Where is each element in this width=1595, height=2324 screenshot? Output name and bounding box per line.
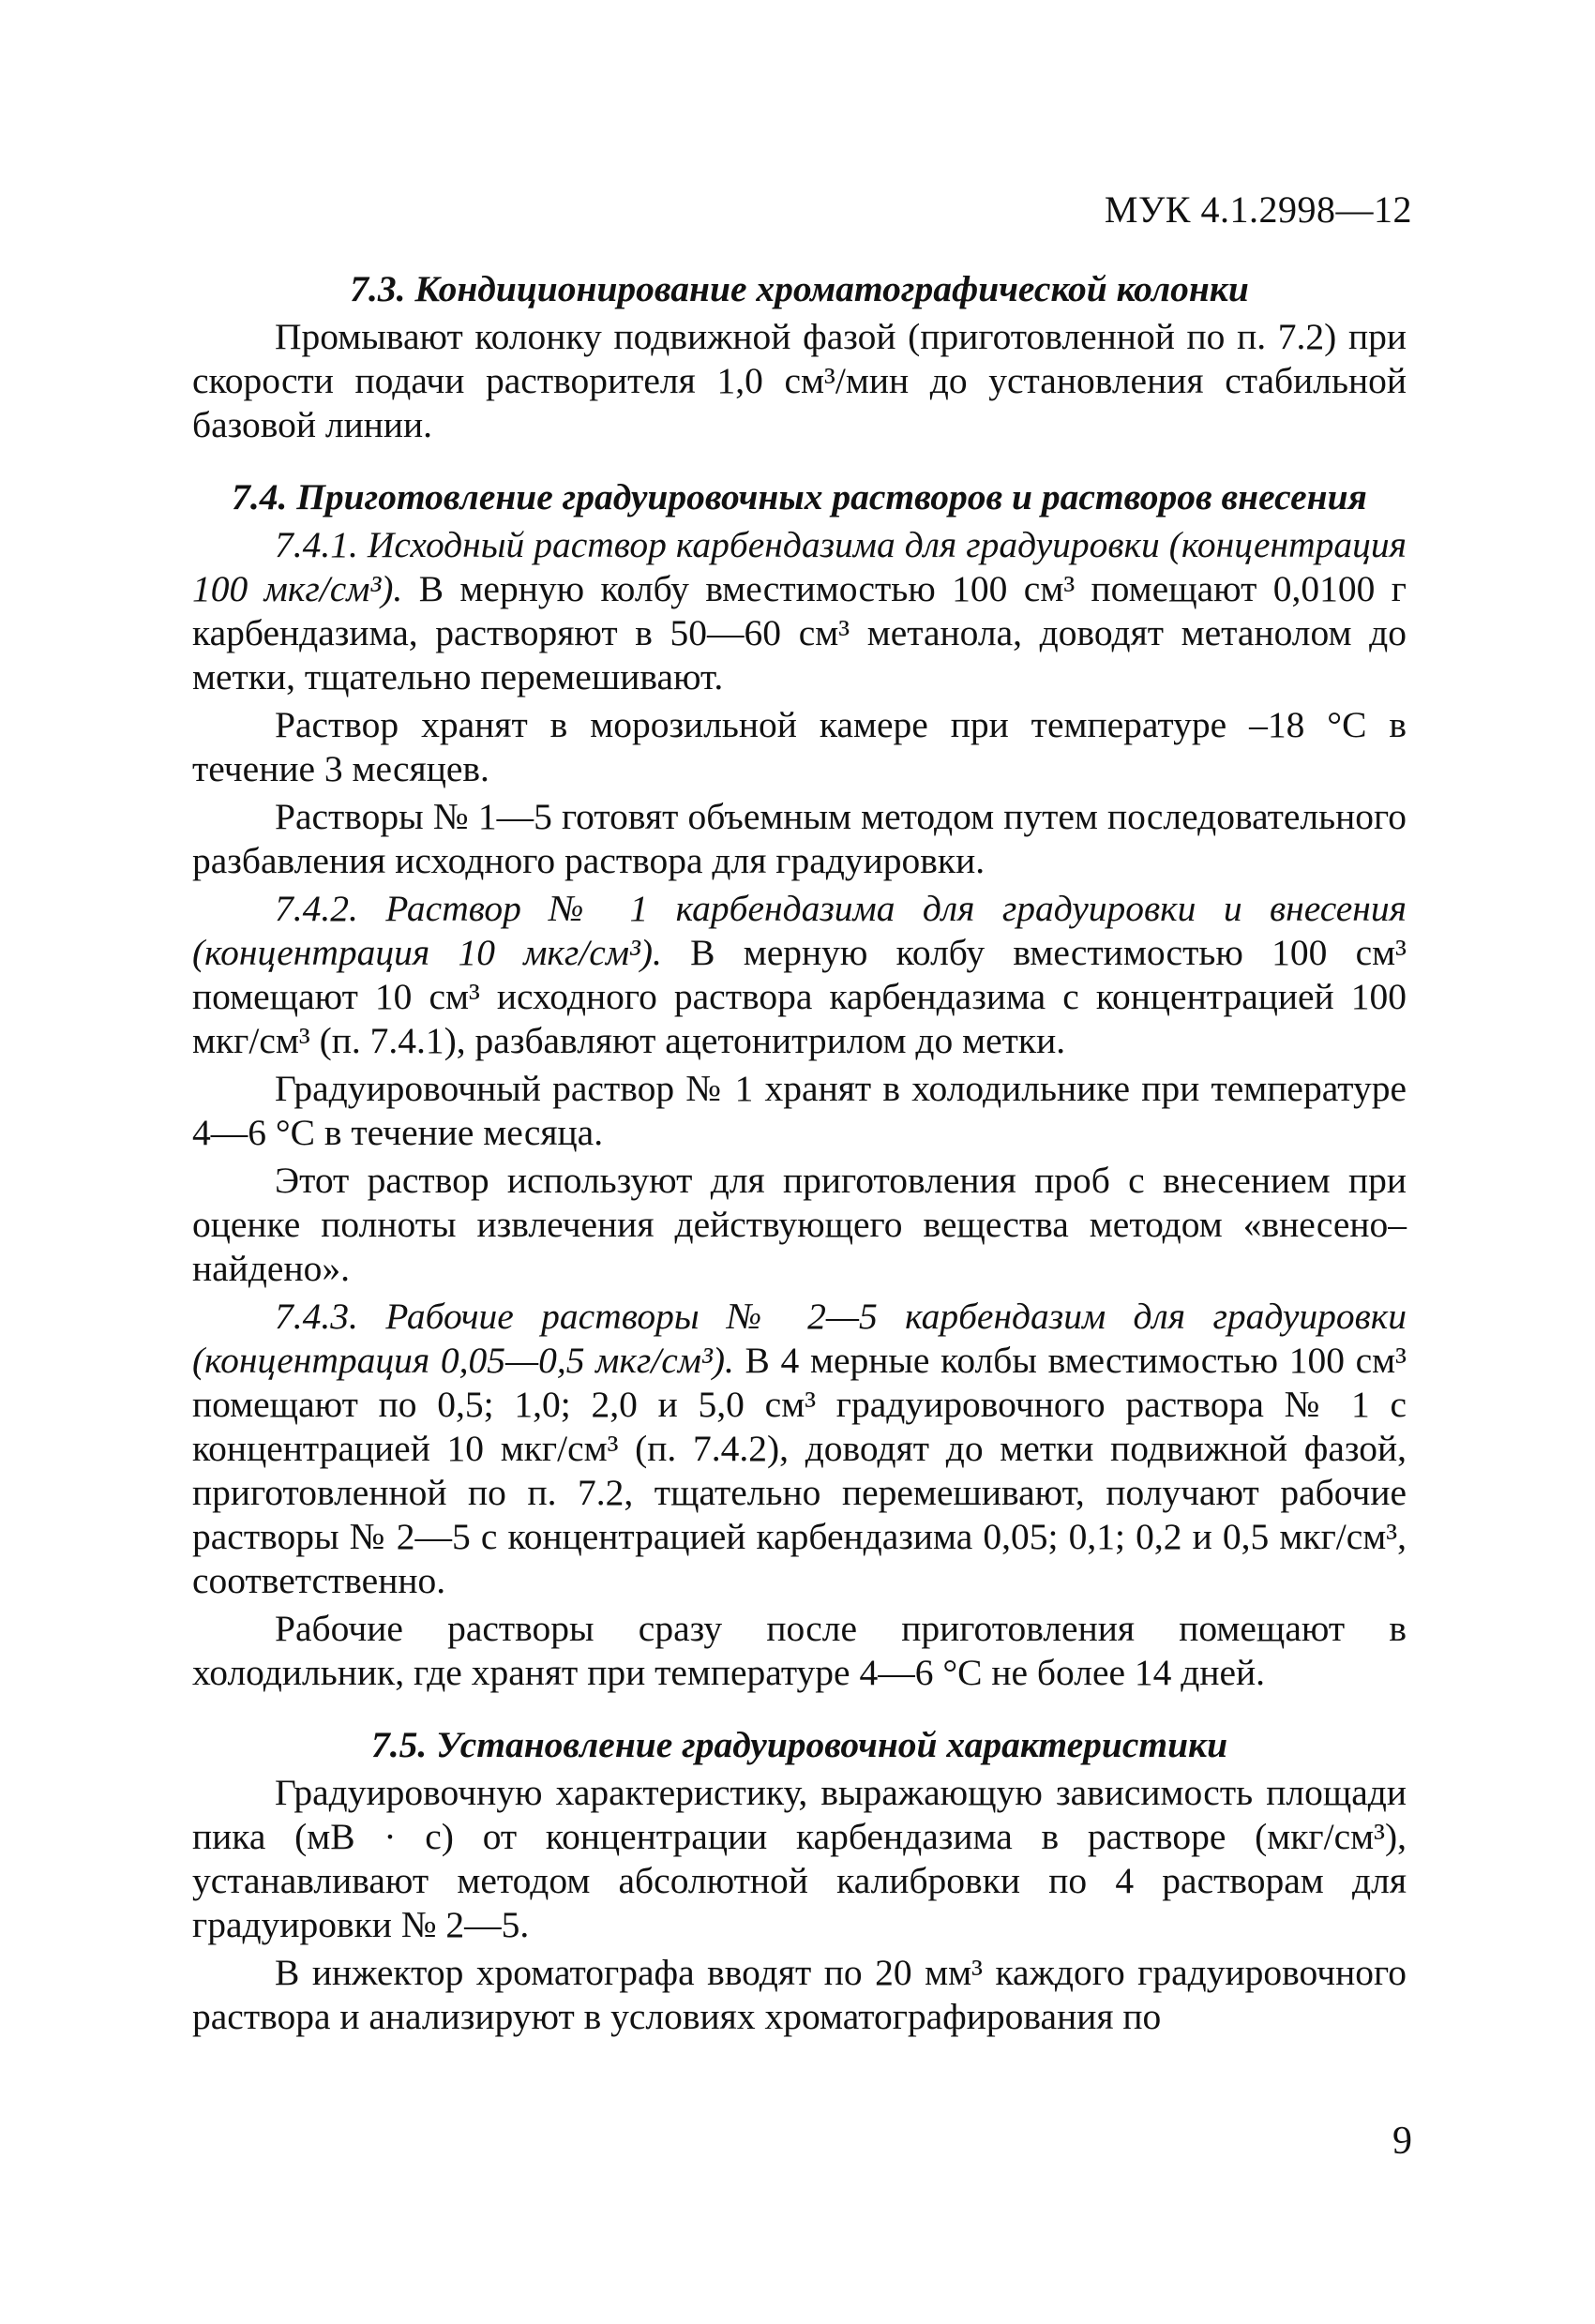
- paragraph-7-4-2-text: В мерную колбу вместимостью 100 см³ помещают 10 см³ исходного раствора карбендазима с концентрацией 100 мкг/см³ (п. 7.4.1), разбавляют ацетонитрилом до метки.: [192, 932, 1407, 1061]
- subsection-heading-7-4-2: 7.4.2. Раствор № 1 карбендазима для градуировки и внесения (концентрация 10 мкг/см³).: [192, 888, 1407, 973]
- paragraph-spike-use: Этот раствор используют для приготовления проб с внесением при оценке полноты извлечения действующего вещества методом «внесено–найдено».: [192, 1160, 1407, 1289]
- paragraph-column-flush: Промывают колонку подвижной фазой (приготовленной по п. 7.2) при скорости подачи растворителя 1,0 см³/мин до установления стабильной базовой линии.: [192, 316, 1407, 445]
- document-body: [192, 267, 1407, 2043]
- paragraph-serial-dilution: Растворы № 1—5 готовят объемным методом путем последовательного разбавления исходного раствора для градуировки.: [192, 796, 1407, 881]
- section-title-7-3: 7.3. Кондиционирование хроматографической колонки: [350, 268, 1249, 309]
- section-title-7-5: 7.5. Установление градуировочной характеристики: [370, 1724, 1228, 1765]
- page-number: 9: [1392, 2120, 1412, 2163]
- running-header: МУК 4.1.2998—12: [1104, 188, 1412, 231]
- paragraph-7-4-1-text: В мерную колбу вместимостью 100 см³ помещают 0,0100 г карбендазима, растворяют в 50—60 см³ метанола, доводят метанолом до метки, тщательно перемешивают.: [192, 568, 1407, 697]
- paragraph-7-4-3-text: В 4 мерные колбы вместимостью 100 см³ помещают по 0,5; 1,0; 2,0 и 5,0 см³ градуировочного раствора № 1 с концентрацией 10 мкг/см³ (п. 7.4.2), доводят до метки подвижной фазой, приготовленной по п. 7.2, тщательно перемешивают, получают рабочие растворы № 2—5 с концентрацией карбендазима 0,05; 0,1; 0,2 и 0,5 мкг/см³, соответственно.: [192, 1340, 1407, 1601]
- paragraph-7-4-2: [192, 887, 1407, 1063]
- paragraph-solution1-storage: Градуировочный раствор № 1 хранят в холодильнике при температуре 4—6 °С в течение месяца.: [192, 1068, 1407, 1153]
- subsection-heading-7-4-1: 7.4.1. Исходный раствор карбендазима для градуировки (концентрация 100 мкг/см³).: [192, 524, 1407, 609]
- paragraph-7-4-3: [192, 1295, 1407, 1603]
- paragraph-injection: В инжектор хроматографа вводят по 20 мм³ каждого градуировочного раствора и анализируют в условиях хроматографирования по: [192, 1952, 1407, 2037]
- section-title-7-4: 7.4. Приготовление градуировочных растворов и растворов внесения: [232, 476, 1367, 517]
- paragraph-calibration: Градуировочную характеристику, выражающую зависимость площади пика (мВ · с) от концентрации карбендазима в растворе (мкг/см³), устанавливают методом абсолютной калибровки по 4 растворам для градуировки № 2—5.: [192, 1772, 1407, 1945]
- paragraph-7-4-1: [192, 523, 1407, 699]
- paragraph-stock-storage: Раствор хранят в морозильной камере при температуре –18 °С в течение 3 месяцев.: [192, 704, 1407, 789]
- paragraph-working-storage: Рабочие растворы сразу после приготовления помещают в холодильник, где хранят при температуре 4—6 °С не более 14 дней.: [192, 1608, 1407, 1693]
- subsection-heading-7-4-3: 7.4.3. Рабочие растворы № 2—5 карбендазим для градуировки (концентрация 0,05—0,5 мкг/см³).: [192, 1296, 1407, 1381]
